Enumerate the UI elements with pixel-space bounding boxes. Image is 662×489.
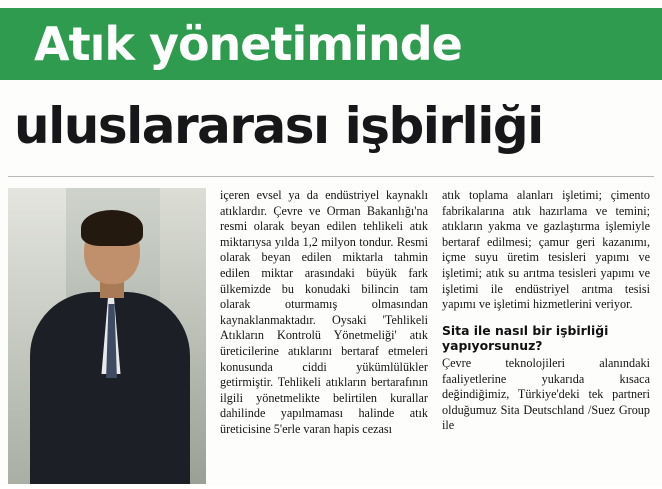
article-body	[8, 188, 654, 488]
horizontal-divider	[8, 176, 654, 177]
photo-hair	[81, 210, 143, 246]
photo-column	[8, 188, 206, 488]
article-column-1	[220, 188, 428, 488]
headline-line-1: Atık yönetiminde	[34, 17, 462, 71]
column-subheading: Sita ile nasıl bir işbirliği yapıyorsunuz?	[442, 322, 609, 354]
article-column-2	[442, 188, 650, 488]
paragraph: atık toplama alanları işletimi; çimento fabrikalarına atık hazırlama ve temini; atıkların yakma ve gazlaştırma işlemiyle bertaraf edilmesi; çamur geri kazanımı, içme suyu üretim tesisleri yapımı ve işletimi; atık su arıtma tesisleri yapımı ve işletimi ile endüstriyel arıtma tesisi yapımı ve işletimi hizmetlerini veriyor.	[442, 188, 650, 312]
headline-line-2: uluslararası işbirliği	[14, 97, 543, 155]
paragraph: içeren evsel ya da endüstriyel kaynaklı atıklardır. Çevre ve Orman Bakanlığı'na resmi olarak beyan edilen tehlikeli atık miktarıysa yılda 1,2 milyon tondur. Resmi olarak beyan edilen miktarla tahmin edilen miktar arasındaki büyük fark ülkemizde bu konudaki bilincin tam olarak oturmamış olmasından kaynaklanmaktadır. Oysaki 'Tehlikeli Atıkların Kontrolü Yönetmeliği' atık üreticilerine atıklarını bertaraf etmeleri konusunda ciddi yükümlülükler getirmiştir. Tehlikeli atıkların bertarafının ilgili yönetmelikte belirtilen kurallar dahilinde yapılmaması halinde atık üreticisine 5'erle varan hapis cezası	[220, 188, 428, 436]
paragraph: Çevre teknolojileri alanındaki faaliyetlerine yukarıda kısaca değindiğimiz, Türkiye'deki tek partneri olduğumuz Sita Deutschland /Suez Group ile	[442, 355, 650, 433]
headline-banner	[0, 8, 662, 80]
portrait-photo	[8, 188, 206, 484]
